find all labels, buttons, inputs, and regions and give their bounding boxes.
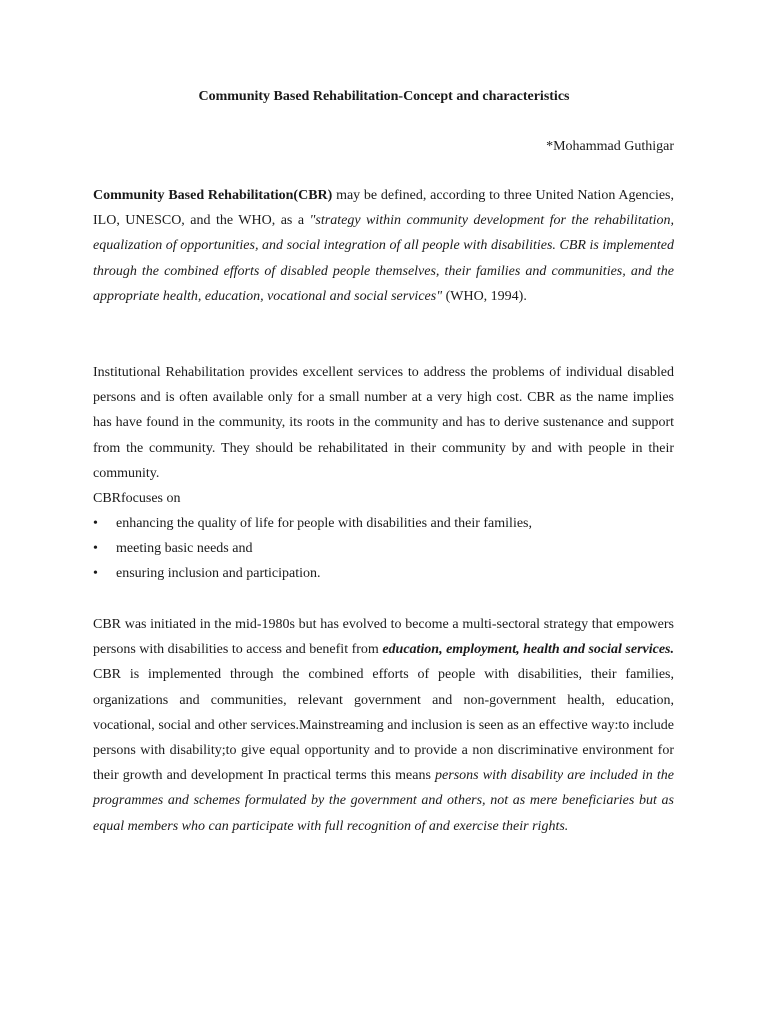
cbr-term: Community Based Rehabilitation(CBR) (93, 188, 333, 203)
bullet-icon: • (93, 516, 98, 531)
who-quote: "strategy within community development for the rehabilitation, equalization of opportunities, and social integration of all people with disabilities. CBR is implemented through the combined efforts of disabled people themselves, their families and communities, and the appropriate health, education, vocational and social services" (93, 213, 674, 304)
implementation-text: CBR is implemented through the combined efforts of people with disabilities, their families, organizations and communities, relevant government and non-government health, education, vocational, social and other services.Mainstreaming and inclusion is seen as an effective way:to include persons with disability;to give equal opportunity and to provide a non discriminative environment for their growth and development In practical terms this means (93, 667, 674, 784)
list-item-text: enhancing the quality of life for people with disabilities and their families, (116, 516, 532, 531)
paragraph-institutional-rehabilitation: Institutional Rehabilitation provides excellent services to address the problems of individual disabled persons and is often available only for a small number at a very high cost. CBR as the name implies has have found in the community, its roots in the community and has to derive sustenance and support from the community. They should be rehabilitated in their community by and with people in their community. (93, 365, 674, 481)
focus-heading: CBRfocuses on (93, 491, 181, 506)
list-item-text: ensuring inclusion and participation. (116, 566, 321, 582)
list-item (93, 561, 674, 586)
list-item (93, 511, 674, 536)
definition-intro: may be defined, according to three United Nation Agencies, ILO, UNESCO, and the WHO, as a (93, 188, 674, 229)
focus-list (93, 511, 674, 587)
bullet-icon: • (93, 566, 98, 582)
author-name: *Mohammad Guthigar (546, 139, 674, 154)
paragraph-cbr-evolution (93, 612, 674, 839)
list-item-text: meeting basic needs and (116, 541, 253, 557)
evolution-intro: CBR was initiated in the mid-1980s but has evolved to become a multi-sectoral strategy that empowers persons with disabilities to access and benefit from (93, 617, 674, 658)
inclusion-meaning: persons with disability are included in the programmes and schemes formulated by the government and others, not as mere beneficiaries but as equal members who can participate with full recognition of and exercise their rights. (93, 768, 674, 834)
bullet-icon: • (93, 541, 98, 557)
list-item (93, 536, 674, 561)
citation: (WHO, 1994). (442, 288, 527, 304)
services-emphasis: education, employment, health and social services. (382, 642, 674, 658)
document-title: Community Based Rehabilitation-Concept and characteristics (198, 89, 570, 104)
paragraph-cbr-definition (93, 183, 674, 309)
